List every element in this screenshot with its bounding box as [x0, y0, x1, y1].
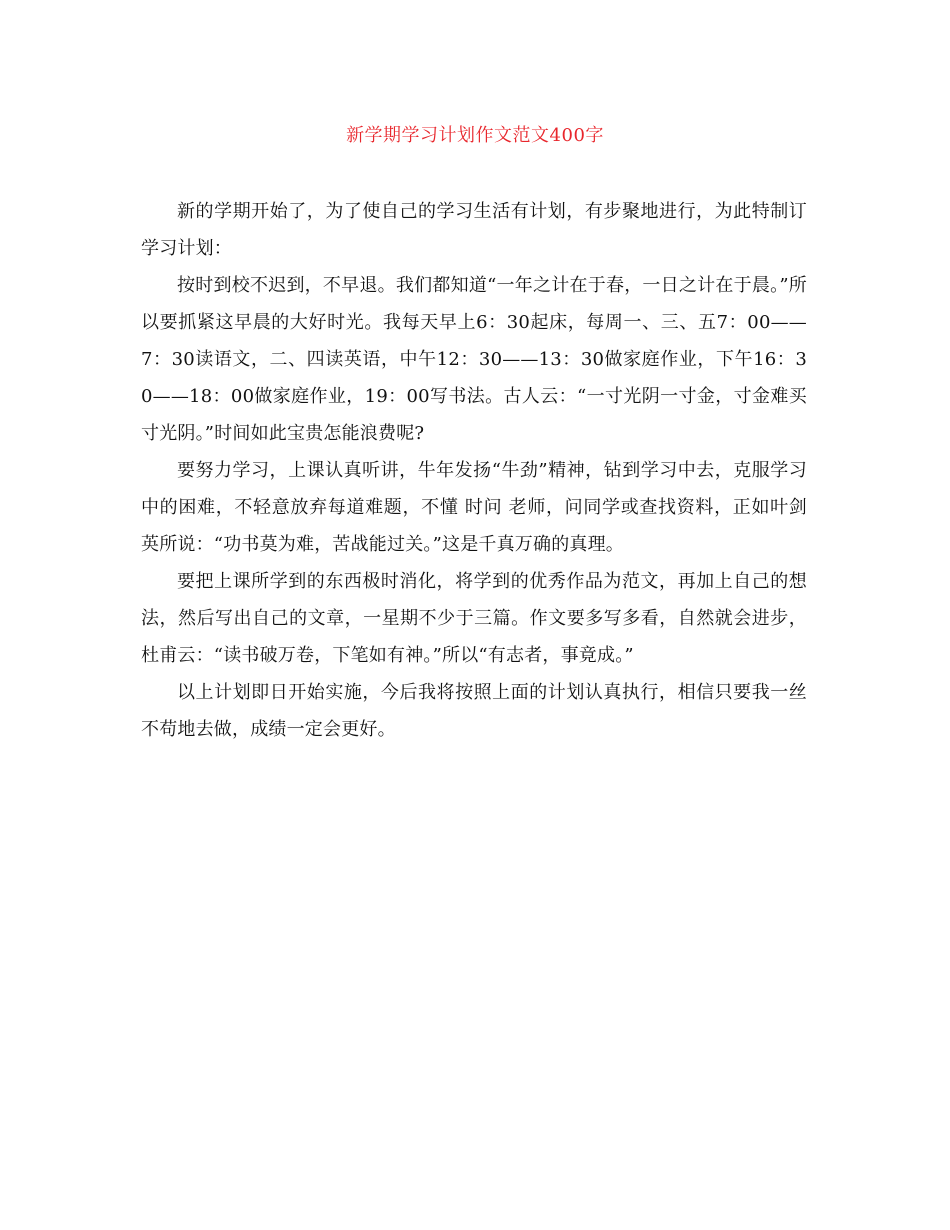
paragraph-conclusion: 以上计划即日开始实施，今后我将按照上面的计划认真执行，相信只要我一丝不苟地去做，成绩一定会更好。 [141, 682, 807, 740]
paragraph-study-effort: 要努力学习，上课认真听讲，牛年发扬“牛劲”精神，钻到学习中去，克服学习中的困难，不轻意放弃每道难题，不懂 时问 老师，问同学或查找资料，正如叶剑英所说：“功书莫为难，苦战能过关。”这是千真万确的真理。 [141, 460, 807, 555]
paragraph-writing: 要把上课所学到的东西极时消化，将学到的优秀作品为范文，再加上自己的想法，然后写出自己的文章，一星期不少于三篇。作文要多写多看，自然就会进步，杜甫云：“读书破万卷，下笔如有神。”所以“有志者，事竟成。” [141, 571, 807, 666]
paragraph-intro: 新的学期开始了，为了使自己的学习生活有计划，有步聚地进行，为此特制订学习计划： [141, 201, 807, 259]
paragraph-schedule: 按时到校不迟到，不早退。我们都知道“一年之计在于春，一日之计在于晨。”所以要抓紧这早晨的大好时光。我每天早上6：30起床，每周一、三、五7：00——7：30读语文，二、四读英语，中午12：30——13：30做家庭作业，下午16：30——18：00做家庭作业，19：00写书法。古人云：“一寸光阴一寸金，寸金难买寸光阴。”时间如此宝贵怎能浪费呢? [141, 275, 807, 444]
document-title: 新学期学习计划作文范文400字 [346, 125, 604, 146]
document-body [141, 193, 807, 748]
